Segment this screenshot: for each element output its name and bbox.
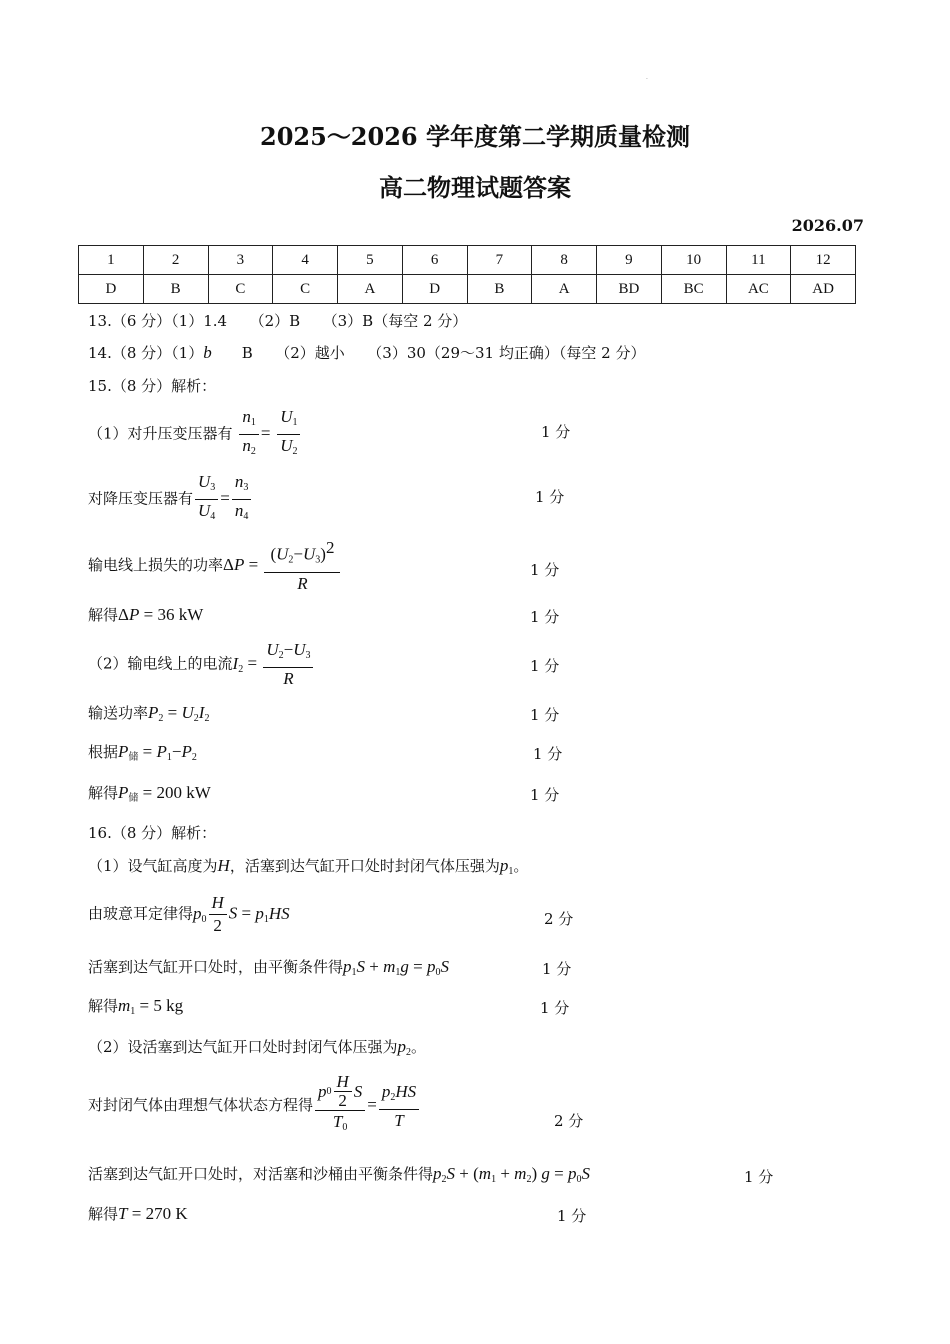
answer-cell: C <box>208 275 273 304</box>
answer-cell: C <box>273 275 338 304</box>
q16-heading: 16.（8 分）解析： <box>88 824 217 842</box>
q16-t-label: 解得 <box>88 1205 119 1223</box>
q16-boyle-label: 由玻意耳定律得 <box>88 904 194 923</box>
q16-intro1-a: （1）设气缸高度为 <box>88 857 218 875</box>
half-height: $\frac{H}{2}$ <box>209 893 227 936</box>
score: 1 分 <box>542 960 572 978</box>
q15-step8-label: 解得 <box>88 784 119 802</box>
q14-answer <box>88 342 645 363</box>
score: 1 分 <box>744 1168 774 1186</box>
q14-prefix: 14.（8 分）（1） <box>88 344 204 362</box>
score: 1 分 <box>533 745 563 763</box>
score: 1 分 <box>530 786 560 804</box>
q16-intro1: （1）设气缸高度为H，活塞到达气缸开口处时封闭气体压强为$p_1$。 <box>88 856 529 877</box>
score: 1 分 <box>530 561 560 579</box>
answer-row <box>79 275 856 304</box>
q13-answer: 13.（6 分）（1）1.4 （2）B （3）B（每空 2 分） <box>88 312 468 330</box>
question-number-cell: 7 <box>467 246 532 275</box>
answer-cell: D <box>402 275 467 304</box>
q16-balance1: 活塞到达气缸开口处时，由平衡条件得$p_1S + m_1g = p_0S$ <box>88 957 449 978</box>
q15-step7-label: 根据 <box>88 743 119 761</box>
ratio-n1-n2: $\frac{n_1}{n_2}$ <box>239 407 259 462</box>
q15-step6-label: 输送功率 <box>88 704 149 722</box>
q16-t-value: 270 K <box>145 1204 188 1223</box>
question-number-cell: 4 <box>273 246 338 275</box>
q16-intro2-a: （2）设活塞到达气缸开口处时封闭气体压强为 <box>88 1038 398 1056</box>
ratio-n3-n4: $\frac{n_3}{n_4}$ <box>232 472 252 527</box>
q15-step2: 对降压变压器有 $\frac{U_3}{U_4}$ = $\frac{n_3}{n_4}$ <box>88 472 253 527</box>
score: 1 分 <box>530 706 560 724</box>
q16-m1-value: 5 kg <box>153 996 184 1015</box>
question-number-row <box>79 246 856 275</box>
q15-step1-label: （1）对升压变压器有 <box>88 424 233 443</box>
subscript-store: 储 <box>128 752 139 763</box>
q16-balance1-label: 活塞到达气缸开口处时，由平衡条件得 <box>88 958 344 976</box>
score: 1 分 <box>530 657 560 675</box>
answer-cell: BC <box>661 275 726 304</box>
question-number-cell: 10 <box>661 246 726 275</box>
q16-m1: 解得$m_1 = 5$ kg <box>88 996 184 1017</box>
q16-m1-label: 解得 <box>88 997 119 1015</box>
exam-date: 2026.07 <box>791 216 864 235</box>
page-title: 2025～2026 学年度第二学期质量检测 <box>260 122 690 151</box>
q16-intro2: （2）设活塞到达气缸开口处时封闭气体压强为$p_2$。 <box>88 1037 427 1058</box>
question-number-cell: 2 <box>143 246 208 275</box>
q16-balance2: 活塞到达气缸开口处时，对活塞和沙桶由平衡条件得$p_2S + (m_1 + m_2) g = p_0S$ <box>88 1164 590 1185</box>
question-number-cell: 9 <box>597 246 662 275</box>
q15-step3: 输电线上损失的功率ΔP = $\frac{(U_2-U_3)^2}{R}$ <box>88 538 342 594</box>
question-number-cell: 6 <box>402 246 467 275</box>
q16-gas-law: 对封闭气体由理想气体状态方程得 p 0 $\frac{H}{2}$ S $T_0$ = $\frac{p_2HS}{T}$ <box>88 1074 421 1138</box>
question-number-cell: 12 <box>791 246 856 275</box>
q15-heading: 15.（8 分）解析： <box>88 377 217 395</box>
score: 1 分 <box>535 488 565 506</box>
q16-balance2-label: 活塞到达气缸开口处时，对活塞和沙桶由平衡条件得 <box>88 1165 434 1183</box>
q15-step1: （1）对升压变压器有 $\frac{n_1}{n_2}$ = $\frac{U_1}{U_2}$ <box>88 407 302 462</box>
question-number-cell: 1 <box>79 246 144 275</box>
score: 2 分 <box>544 910 574 928</box>
q16-boyle: 由玻意耳定律得$p_0$ $\frac{H}{2}$ $S = p_1HS$ <box>88 893 290 935</box>
answer-table <box>78 245 856 304</box>
answer-cell: B <box>143 275 208 304</box>
score: 1 分 <box>541 423 571 441</box>
answer-cell: AC <box>726 275 791 304</box>
page-subtitle: 高二物理试题答案 <box>379 173 571 202</box>
q15-step7: 根据$P_储 = P_1-P_2$ <box>88 742 197 763</box>
q16-gas-law-label: 对封闭气体由理想气体状态方程得 <box>88 1096 314 1114</box>
q15-step6: 输送功率$P_2 = U_2I_2$ <box>88 703 210 724</box>
subscript-store: 储 <box>128 793 139 804</box>
score: 1 分 <box>530 608 560 626</box>
q16-intro2-end: 。 <box>411 1038 427 1056</box>
state-right: $\frac{p_2HS}{T}$ <box>379 1082 419 1131</box>
current-formula: $\frac{U_2-U_3}{R}$ <box>263 640 313 689</box>
q15-step5: （2）输电线上的电流$I_2$ = $\frac{U_2-U_3}{R}$ <box>88 640 315 689</box>
answer-cell: B <box>467 275 532 304</box>
stray-dot: · <box>646 76 648 83</box>
question-number-cell: 3 <box>208 246 273 275</box>
state-left: p 0 $\frac{H}{2}$ S $T_0$ <box>315 1074 365 1138</box>
q15-step8: 解得$P_储 = 200$ kW <box>88 783 211 804</box>
answer-cell: A <box>532 275 597 304</box>
question-number-cell: 5 <box>338 246 403 275</box>
q15-step5-label: （2）输电线上的电流 <box>88 654 233 673</box>
ratio-u1-u2: $\frac{U_1}{U_2}$ <box>277 407 300 462</box>
answer-cell: BD <box>597 275 662 304</box>
q16-temperature: 解得T = 270 K <box>88 1204 188 1223</box>
question-number-cell: 11 <box>726 246 791 275</box>
score: 2 分 <box>554 1112 584 1130</box>
q15-step4-label: 解得 <box>88 606 119 624</box>
power-loss-formula: $\frac{(U_2-U_3)^2}{R}$ <box>264 538 340 594</box>
q15-step4: 解得ΔP = 36 kW <box>88 605 204 624</box>
q14-rest: B （2）越小 （3）30（29～31 均正确）（每空 2 分） <box>211 344 646 362</box>
ratio-u3-u4: $\frac{U_3}{U_4}$ <box>195 472 218 527</box>
score: 1 分 <box>540 999 570 1017</box>
q15-step3-label: 输电线上损失的功率 <box>88 555 224 574</box>
question-number-cell: 8 <box>532 246 597 275</box>
q16-intro1-end: 。 <box>513 857 529 875</box>
q15-step2-label: 对降压变压器有 <box>88 489 194 508</box>
q15-step8-value: 200 kW <box>156 783 211 802</box>
answer-cell: D <box>79 275 144 304</box>
q15-step4-value: 36 kW <box>157 605 204 624</box>
q14-var-b: b <box>203 343 212 362</box>
answer-cell: AD <box>791 275 856 304</box>
answer-cell: A <box>338 275 403 304</box>
score: 1 分 <box>557 1207 587 1225</box>
q16-intro1-b: ，活塞到达气缸开口处时封闭气体压强为 <box>229 857 500 875</box>
